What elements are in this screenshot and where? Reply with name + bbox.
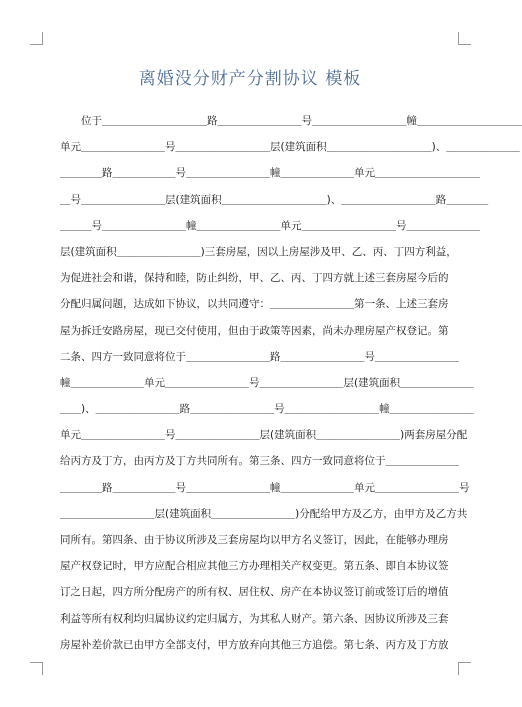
body-line: 层(建筑面积＿＿＿＿＿＿＿＿)三套房屋，因以上房屋涉及甲、乙、丙、丁四方利益， <box>60 245 457 258</box>
body-line: ＿＿＿＿路＿＿＿＿＿＿号＿＿＿＿＿＿＿＿幢＿＿＿＿＿＿＿单元＿＿＿＿＿＿＿＿号 <box>60 481 470 494</box>
body-line: 位于＿＿＿＿＿＿＿＿＿＿路＿＿＿＿＿＿＿＿号＿＿＿＿＿＿＿＿＿幢＿＿＿＿＿＿＿＿＿＿ <box>60 115 522 127</box>
body-line: 屋为拆迁安路房屋，现已交付使用，但由于政策等因素，尚未办理房屋产权登记。第 <box>60 324 449 337</box>
crop-mark-bottom-left <box>30 662 43 675</box>
body-line: 单元＿＿＿＿＿＿＿＿号＿＿＿＿＿＿＿＿＿层(建筑面积＿＿＿＿＿＿＿＿＿＿)、＿＿＿＿＿＿＿ <box>60 141 520 154</box>
body-line: 同所有。第四条、由于协议所涉及三套房屋均以甲方名义签订，因此，在能够办理房 <box>60 534 449 546</box>
body-line: ＿＿)、＿＿＿＿＿＿＿＿路＿＿＿＿＿＿＿＿号＿＿＿＿＿＿＿＿＿幢＿＿＿＿＿＿＿＿ <box>60 403 474 416</box>
body-line: 利益等所有权利均归属协议约定归属方，为其私人财产。第六条、因协议所涉及三套 <box>60 612 449 625</box>
body-line: 二条、四方一致同意将位于＿＿＿＿＿＿＿＿路＿＿＿＿＿＿＿＿号＿＿＿＿＿＿＿＿ <box>60 350 459 363</box>
crop-mark-top-left <box>30 32 43 45</box>
body-line: ＿＿＿＿路＿＿＿＿＿＿号＿＿＿＿＿＿＿＿幢＿＿＿＿＿＿＿单元＿＿＿＿＿＿＿＿＿＿ <box>60 167 480 180</box>
document-body <box>60 108 522 658</box>
crop-mark-bottom-right <box>458 662 471 675</box>
body-line: ＿＿＿号＿＿＿＿＿＿＿＿幢＿＿＿＿＿＿＿＿单元＿＿＿＿＿＿＿＿＿号＿＿＿＿＿＿＿ <box>60 219 480 232</box>
crop-mark-top-right <box>458 32 471 45</box>
body-line: 屋产权登记时，甲方应配合相应其他三方办理相关产权变更。第五条、即自本协议签 <box>60 560 449 573</box>
body-line: 分配归属问题，达成如下协议，以共同遵守：＿＿＿＿＿＿＿＿第一条、上述三套房 <box>60 298 449 311</box>
body-line: ＿＿＿＿＿＿＿＿＿层(建筑面积＿＿＿＿＿＿＿＿)分配给甲方及乙方，由甲方及乙方共 <box>60 507 468 520</box>
body-line: 给丙方及丁方，由丙方及丁方共同所有。第三条、四方一致同意将位于＿＿＿＿＿＿＿ <box>60 455 459 468</box>
document-title: 离婚没分财产分割协议 模板 <box>138 69 362 89</box>
body-line: 幢＿＿＿＿＿＿＿单元＿＿＿＿＿＿＿＿号＿＿＿＿＿＿＿＿层(建筑面积＿＿＿＿＿＿＿ <box>60 376 474 389</box>
body-line: 单元＿＿＿＿＿＿＿＿号＿＿＿＿＿＿＿＿层(建筑面积＿＿＿＿＿＿＿＿)两套房屋分配 <box>60 429 468 442</box>
body-line: 订之日起，四方所分配房产的所有权、居住权、房产在本协议签订前或签订后的增值 <box>60 586 449 599</box>
body-line: 房屋补差价款已由甲方全部支付，甲方放弃向其他三方追偿。第七条、丙方及丁方放 <box>60 638 449 651</box>
body-line: 为促进社会和谐，保持和睦，防止纠纷，甲、乙、丙、丁四方就上述三套房屋今后的 <box>60 272 449 285</box>
body-line: ＿号＿＿＿＿＿＿＿＿层(建筑面积＿＿＿＿＿＿＿＿＿＿)、＿＿＿＿＿＿＿＿＿路＿＿＿＿ <box>60 193 489 206</box>
